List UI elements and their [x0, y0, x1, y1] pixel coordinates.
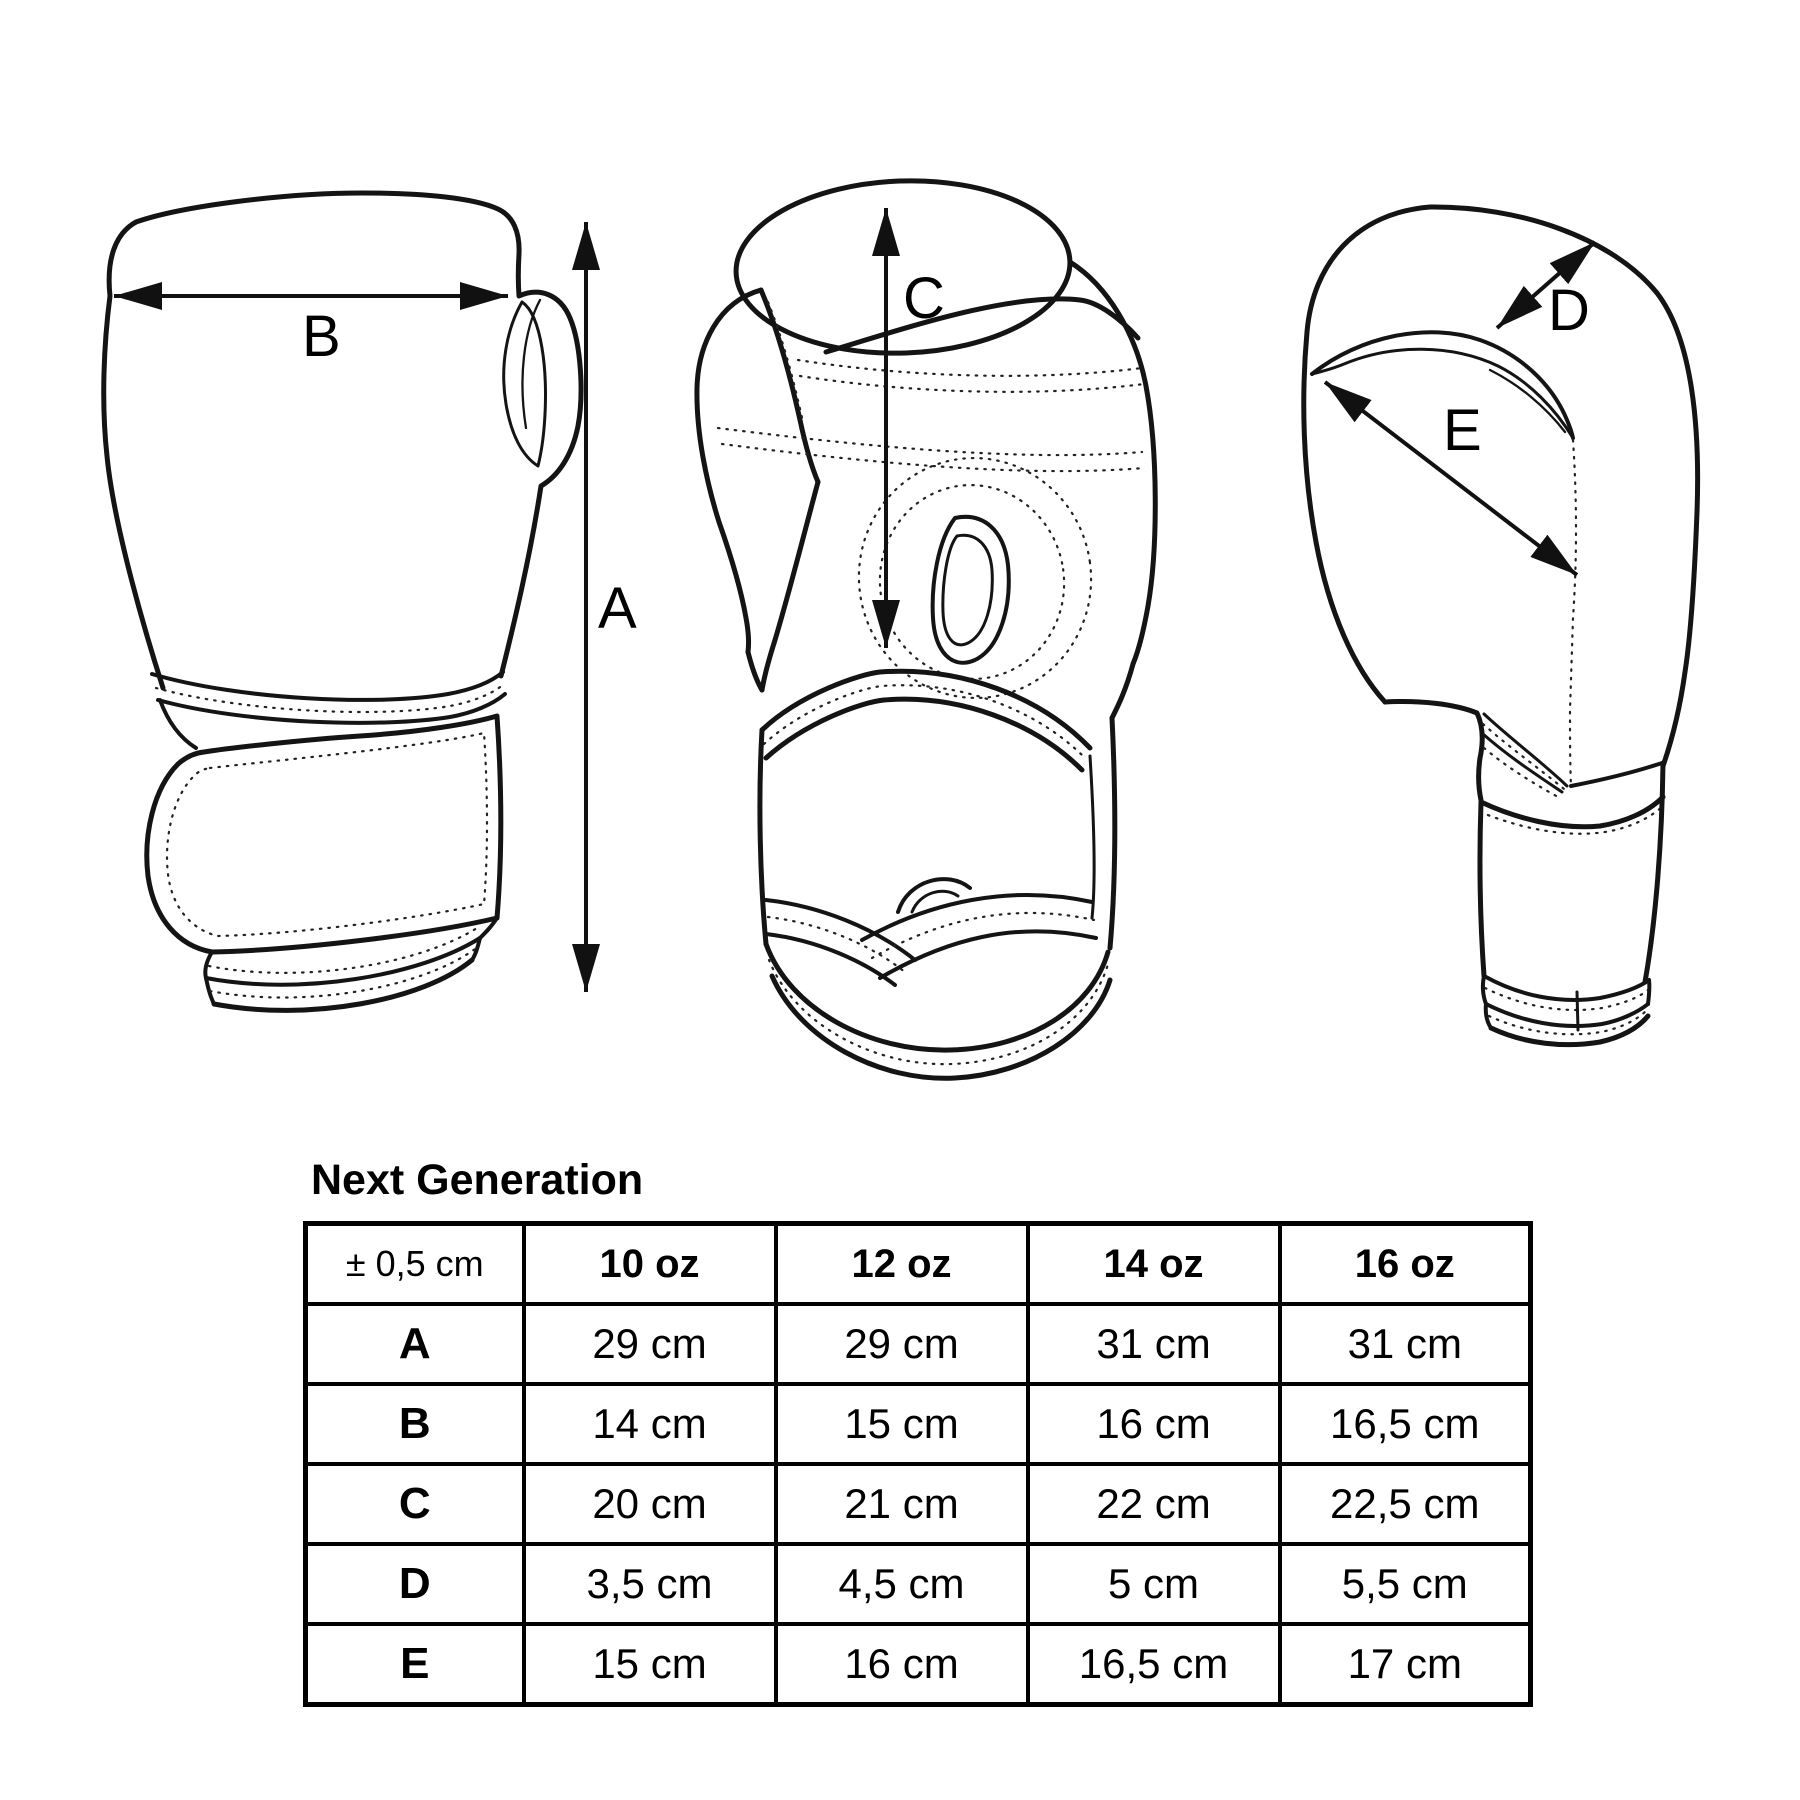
column-header-16oz: 16 oz [1280, 1224, 1531, 1305]
glove-back-view [104, 193, 637, 1010]
row-label-a: A [306, 1304, 524, 1384]
table-row [306, 1384, 1531, 1464]
cell-value: 14 cm [524, 1384, 776, 1464]
row-label-e: E [306, 1624, 524, 1705]
table-row [306, 1464, 1531, 1544]
cell-value: 16,5 cm [1280, 1384, 1531, 1464]
column-header-10oz: 10 oz [524, 1224, 776, 1305]
cell-value: 17 cm [1280, 1624, 1531, 1705]
column-header-12oz: 12 oz [776, 1224, 1028, 1305]
table-row [306, 1624, 1531, 1705]
dimension-label-d: D [1548, 278, 1590, 343]
cell-value: 16 cm [1028, 1384, 1280, 1464]
cell-value: 20 cm [524, 1464, 776, 1544]
cell-value: 31 cm [1028, 1304, 1280, 1384]
cell-value: 31 cm [1280, 1304, 1531, 1384]
cell-value: 3,5 cm [524, 1544, 776, 1624]
cell-value: 16 cm [776, 1624, 1028, 1705]
table-row [306, 1544, 1531, 1624]
cell-value: 15 cm [776, 1384, 1028, 1464]
dimension-label-b: B [302, 304, 341, 369]
cell-value: 15 cm [524, 1624, 776, 1705]
cell-value: 21 cm [776, 1464, 1028, 1544]
cell-value: 16,5 cm [1028, 1624, 1280, 1705]
glove-side-view [1304, 207, 1698, 1045]
cell-value: 22,5 cm [1280, 1464, 1531, 1544]
column-header-14oz: 14 oz [1028, 1224, 1280, 1305]
tolerance-label: ± 0,5 cm [306, 1224, 524, 1305]
row-label-c: C [306, 1464, 524, 1544]
table-title: Next Generation [311, 1156, 644, 1204]
cell-value: 5 cm [1028, 1544, 1280, 1624]
cell-value: 4,5 cm [776, 1544, 1028, 1624]
row-label-b: B [306, 1384, 524, 1464]
table-header-row [306, 1224, 1531, 1305]
glove-palm-view [697, 175, 1155, 1078]
size-chart-table [303, 1221, 1533, 1707]
dimension-label-a: A [598, 576, 637, 641]
cell-value: 29 cm [524, 1304, 776, 1384]
dimension-label-c: C [903, 266, 945, 331]
cell-value: 22 cm [1028, 1464, 1280, 1544]
row-label-d: D [306, 1544, 524, 1624]
cell-value: 5,5 cm [1280, 1544, 1531, 1624]
table-row [306, 1304, 1531, 1384]
dimension-label-e: E [1443, 398, 1482, 463]
cell-value: 29 cm [776, 1304, 1028, 1384]
